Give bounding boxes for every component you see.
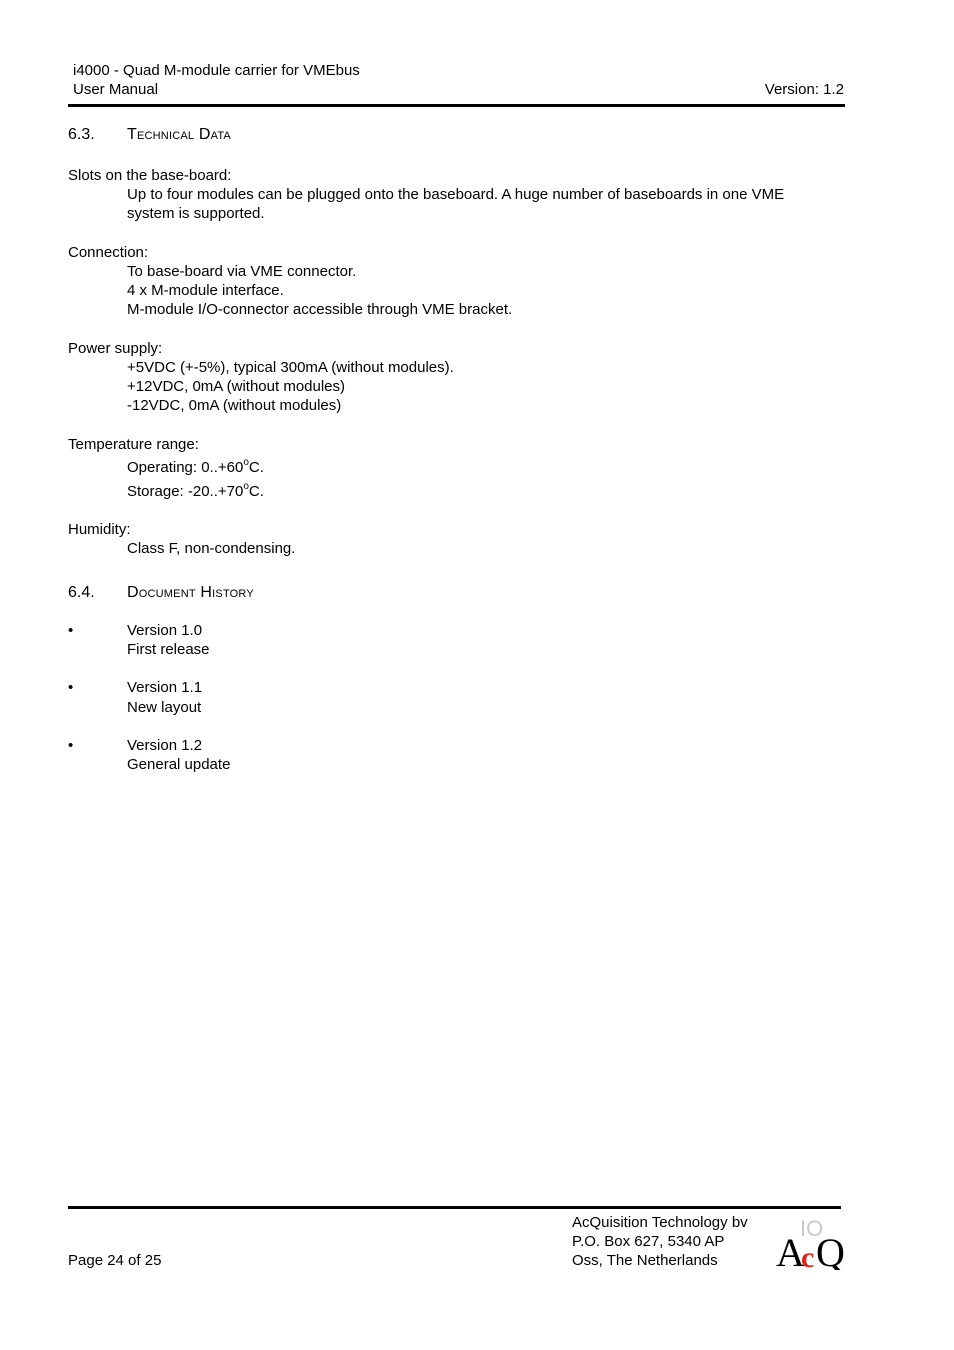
history-note: New layout: [127, 699, 202, 716]
section-title: Technical Data: [127, 126, 231, 143]
temperature-storage: [127, 482, 264, 501]
history-version: Version 1.2: [127, 737, 203, 754]
temperature-storage-value: Storage: -20..+70: [127, 483, 244, 500]
company-logo: [776, 1212, 846, 1270]
connection-item: M-module I/O-connector accessible through VME bracket.: [127, 301, 513, 318]
acq-logo-icon: [776, 1212, 846, 1270]
connection-item: To base-board via VME connector.: [127, 263, 357, 280]
power-supply-item: +12VDC, 0mA (without modules): [127, 378, 346, 395]
logo-letter-c: c: [801, 1241, 815, 1270]
connection-label: Connection:: [68, 244, 149, 261]
section-heading-technical-data: [68, 125, 468, 145]
company-address: P.O. Box 627, 5340 AP: [572, 1233, 725, 1250]
temperature-label: Temperature range:: [68, 436, 199, 453]
logo-letter-q: Q: [816, 1230, 845, 1270]
document-title: i4000 - Quad M-module carrier for VMEbus: [73, 62, 360, 79]
history-note: General update: [127, 756, 231, 773]
page-number: Page 24 of 25: [68, 1252, 162, 1269]
company-address: Oss, The Netherlands: [572, 1252, 718, 1269]
footer-rule: [68, 1206, 841, 1209]
section-number: 6.3.: [68, 126, 95, 143]
history-note: First release: [127, 641, 210, 658]
temperature-unit: C.: [248, 459, 264, 476]
company-name: AcQuisition Technology bv: [572, 1214, 748, 1231]
temperature-operating: [127, 458, 264, 477]
section-number: 6.4.: [68, 584, 95, 601]
section-title: Document History: [127, 584, 254, 601]
header-rule: [68, 104, 845, 107]
bullet-icon: •: [68, 622, 74, 639]
connection-item: 4 x M-module interface.: [127, 282, 284, 299]
section-heading-document-history: [68, 583, 468, 603]
slots-text-line: system is supported.: [127, 205, 265, 222]
humidity-label: Humidity:: [68, 521, 131, 538]
degree-sign: o: [243, 481, 249, 492]
history-version: Version 1.0: [127, 622, 203, 639]
power-supply-item: -12VDC, 0mA (without modules): [127, 397, 342, 414]
slots-label: Slots on the base-board:: [68, 167, 232, 184]
document-version: Version: 1.2: [764, 81, 844, 98]
humidity-value: Class F, non-condensing.: [127, 540, 296, 557]
temperature-operating-value: Operating: 0..+60: [127, 459, 244, 476]
power-supply-label: Power supply:: [68, 340, 163, 357]
degree-sign: o: [243, 457, 249, 468]
slots-text-line: Up to four modules can be plugged onto the baseboard. A huge number of baseboards in one VME: [127, 186, 785, 203]
bullet-icon: •: [68, 679, 74, 696]
power-supply-item: +5VDC (+-5%), typical 300mA (without modules).: [127, 359, 454, 376]
logo-io-mark: IO: [800, 1216, 824, 1241]
bullet-icon: •: [68, 737, 74, 754]
history-version: Version 1.1: [127, 679, 203, 696]
logo-letter-a: A: [776, 1230, 805, 1270]
document-subtitle: User Manual: [73, 81, 159, 98]
temperature-unit: C.: [248, 483, 264, 500]
